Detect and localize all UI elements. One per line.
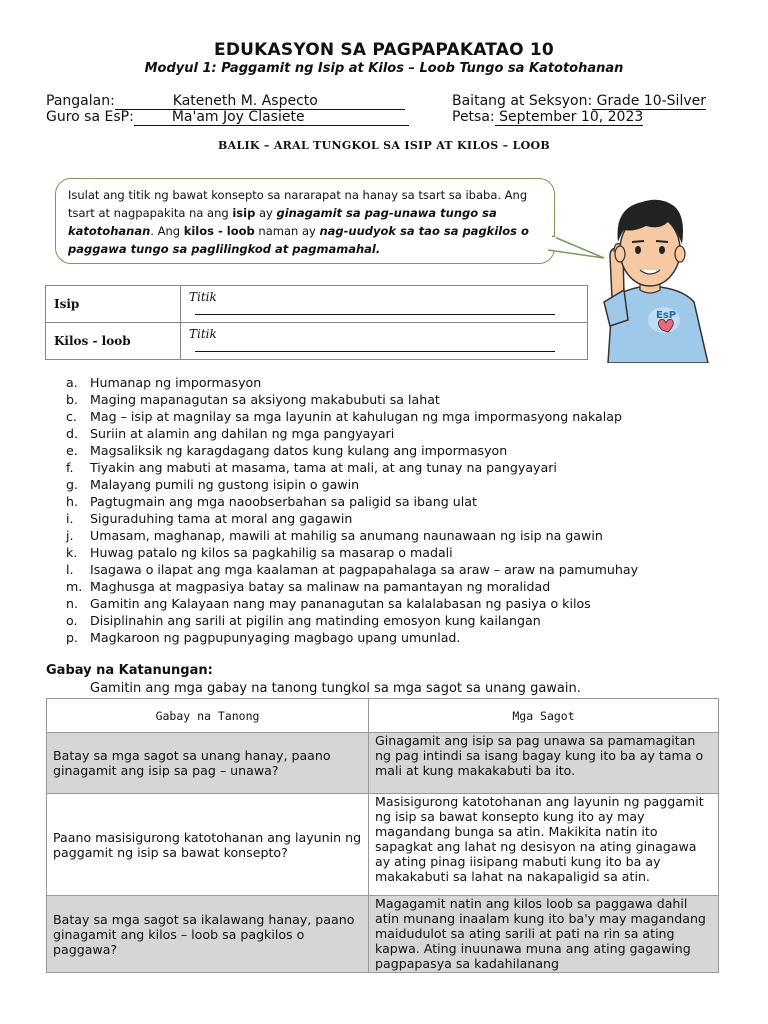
grade-value[interactable]: Grade 10-Silver [592,93,706,109]
titik-label: Titik [189,327,217,341]
kilos-loob-row-label: Kilos - loob [46,323,181,360]
isip-term: isip [232,206,256,220]
item-text: Pagtugmain ang mga naoobserbahan sa paligid sa ibang ulat [90,494,477,509]
isip-answer-blank[interactable] [195,304,555,315]
item-letter: h. [66,494,78,509]
table-header-row [47,699,719,733]
item-text: Disiplinahin ang sarili at pigilin ang matinding emosyon kung kailangan [90,613,541,628]
date-value[interactable]: September 10, 2023 [494,109,644,125]
list-item [66,578,638,595]
teacher-field [46,109,409,126]
list-item [66,391,638,408]
name-label: Pangalan: [46,93,115,109]
module-subtitle: Modyul 1: Paggamit ng Isip at Kilos – Loob Tungo sa Katotohanan [144,61,624,76]
instruction-bubble [55,178,555,264]
grade-section-field [452,93,706,110]
list-item [66,629,638,646]
question-cell: Batay sa mga sagot sa unang hanay, paano ginagamit ang isip sa pag – unawa? [47,733,369,794]
date-field [452,109,643,126]
list-item [66,459,638,476]
list-item [66,493,638,510]
kilos-loob-answer-cell[interactable] [181,323,588,360]
teacher-value[interactable]: Ma'am Joy Clasiete [134,109,409,126]
guide-heading: Gabay na Katanungan: [46,663,213,678]
item-text: Tiyakin ang mabuti at masama, tama at mali, at ang tunay na pangyayari [90,460,557,475]
item-letter: e. [66,443,78,458]
item-text: Humanap ng impormasyon [90,375,262,390]
table-row [47,733,719,794]
item-letter: b. [66,392,78,407]
item-text: Huwag patalo ng kilos sa pagkahilig sa masarap o madali [90,545,453,560]
item-letter: i. [66,511,74,526]
item-text: Maghusga at magpasiya batay sa malinaw na pamantayan ng moralidad [90,579,551,594]
list-item [66,527,638,544]
guide-questions-table [46,698,719,973]
isip-row-label: Isip [46,286,181,323]
table-row [47,794,719,896]
teacher-label: Guro sa EsP: [46,109,134,125]
list-item [66,408,638,425]
grade-label: Baitang at Seksyon: [452,93,593,109]
concepts-list [66,374,638,646]
item-letter: l. [66,562,74,577]
date-label: Petsa: [452,109,495,125]
answer-cell[interactable]: Magagamit natin ang kilos loob sa paggawa dahil atin munang inaalam kung ito ba'y may magandang maidudulot sa ating sarili at pati na rin sa ating kapwa. Ating inuunawa muna ang ating gagawing pagpapasya sa kadahilanang [369,896,719,973]
list-item [66,425,638,442]
item-letter: g. [66,477,78,492]
isip-definition: ginagamit sa pag-unawa tungo sa katotohanan [68,206,497,238]
item-text: Magsaliksik ng karagdagang datos kung kulang ang impormasyon [90,443,508,458]
answer-cell[interactable]: Ginagamit ang isip sa pag unawa sa pamamagitan ng pag intindi sa isang bagay kung ito ba ay tama o mali at kung makakabuti ba ito. [369,733,719,794]
item-letter: k. [66,545,78,560]
answer-row-isip [46,286,588,323]
titik-label: Titik [189,290,217,304]
isip-answer-cell[interactable] [181,286,588,323]
question-cell: Paano masisigurong katotohanan ang layunin ng paggamit ng isip sa bawat konsepto? [47,794,369,896]
item-letter: o. [66,613,78,628]
list-item [66,442,638,459]
shirt-logo-text: EsP [656,310,677,321]
instruction-text-1: Isulat ang titik ng bawat konsepto sa nararapat na hanay sa tsart sa ibaba. Ang tsart at nagpapakita na ang [68,188,528,220]
list-item [66,510,638,527]
student-character-illustration [590,178,720,363]
list-item [66,595,638,612]
list-item [66,476,638,493]
answer-cell[interactable]: Masisigurong katotohanan ang layunin ng paggamit ng isip sa bawat konsepto kung ito ay may magandang bunga sa atin. Makikita natin ito sapagkat ang lahat ng desisyon na ating ginagawa ay ating pinag iisipang mabuti kung ito ba ay makakabuti sa lahat na nakapaligid sa atin. [369,794,719,896]
answer-chart-table [45,285,588,360]
kilos-loob-answer-blank[interactable] [195,341,555,352]
item-text: Maging mapanagutan sa aksiyong makabubuti sa lahat [90,392,440,407]
guide-intro: Gamitin ang mga gabay na tanong tungkol sa mga sagot sa unang gawain. [90,681,581,696]
item-text: Magkaroon ng pagpupunyaging magbago upang umunlad. [90,630,461,645]
kilos-definition: nag-uudyok sa tao sa pagkilos o paggawa tungo sa paglilingkod at pagmamahal. [68,224,529,256]
item-text: Mag – isip at magnilay sa mga layunin at kahulugan ng mga impormasyong nakalap [90,409,622,424]
item-letter: f. [66,460,74,475]
answer-column-header: Mga Sagot [369,699,719,733]
table-row [47,896,719,973]
question-column-header: Gabay na Tanong [47,699,369,733]
item-letter: a. [66,375,78,390]
list-item [66,612,638,629]
item-letter: p. [66,630,78,645]
item-letter: c. [66,409,77,424]
list-item [66,374,638,391]
instruction-text-2: ay [255,206,277,220]
list-item [66,561,638,578]
item-text: Isagawa o ilapat ang mga kaalaman at pagpapahalaga sa araw – araw na pamumuhay [90,562,639,577]
instruction-text-4: naman ay [254,224,320,238]
name-value[interactable]: Kateneth M. Aspecto [115,93,405,110]
item-text: Malayang pumili ng gustong isipin o gawin [90,477,360,492]
question-cell: Batay sa mga sagot sa ikalawang hanay, paano ginagamit ang kilos – loob sa pagkilos o paggawa? [47,896,369,973]
item-letter: j. [66,528,74,543]
item-letter: m. [66,579,83,594]
item-text: Suriin at alamin ang dahilan ng mga pangyayari [90,426,395,441]
kilos-term: kilos - loob [183,224,255,238]
item-letter: n. [66,596,78,611]
item-text: Siguraduhing tama at moral ang gagawin [90,511,353,526]
list-item [66,544,638,561]
page-title: EDUKASYON SA PAGPAPAKATAO 10 [214,40,554,60]
section-title: BALIK – ARAL TUNGKOL SA ISIP AT KILOS – LOOB [218,139,550,152]
instruction-text-3: . Ang [150,224,184,238]
item-text: Umasam, maghanap, mawili at mahilig sa anumang naunawaan ng isip na gawin [90,528,603,543]
answer-row-kilos-loob [46,323,588,360]
name-field [46,93,405,110]
item-letter: d. [66,426,78,441]
item-text: Gamitin ang Kalayaan nang may pananagutan sa kalalabasan ng pasiya o kilos [90,596,591,611]
